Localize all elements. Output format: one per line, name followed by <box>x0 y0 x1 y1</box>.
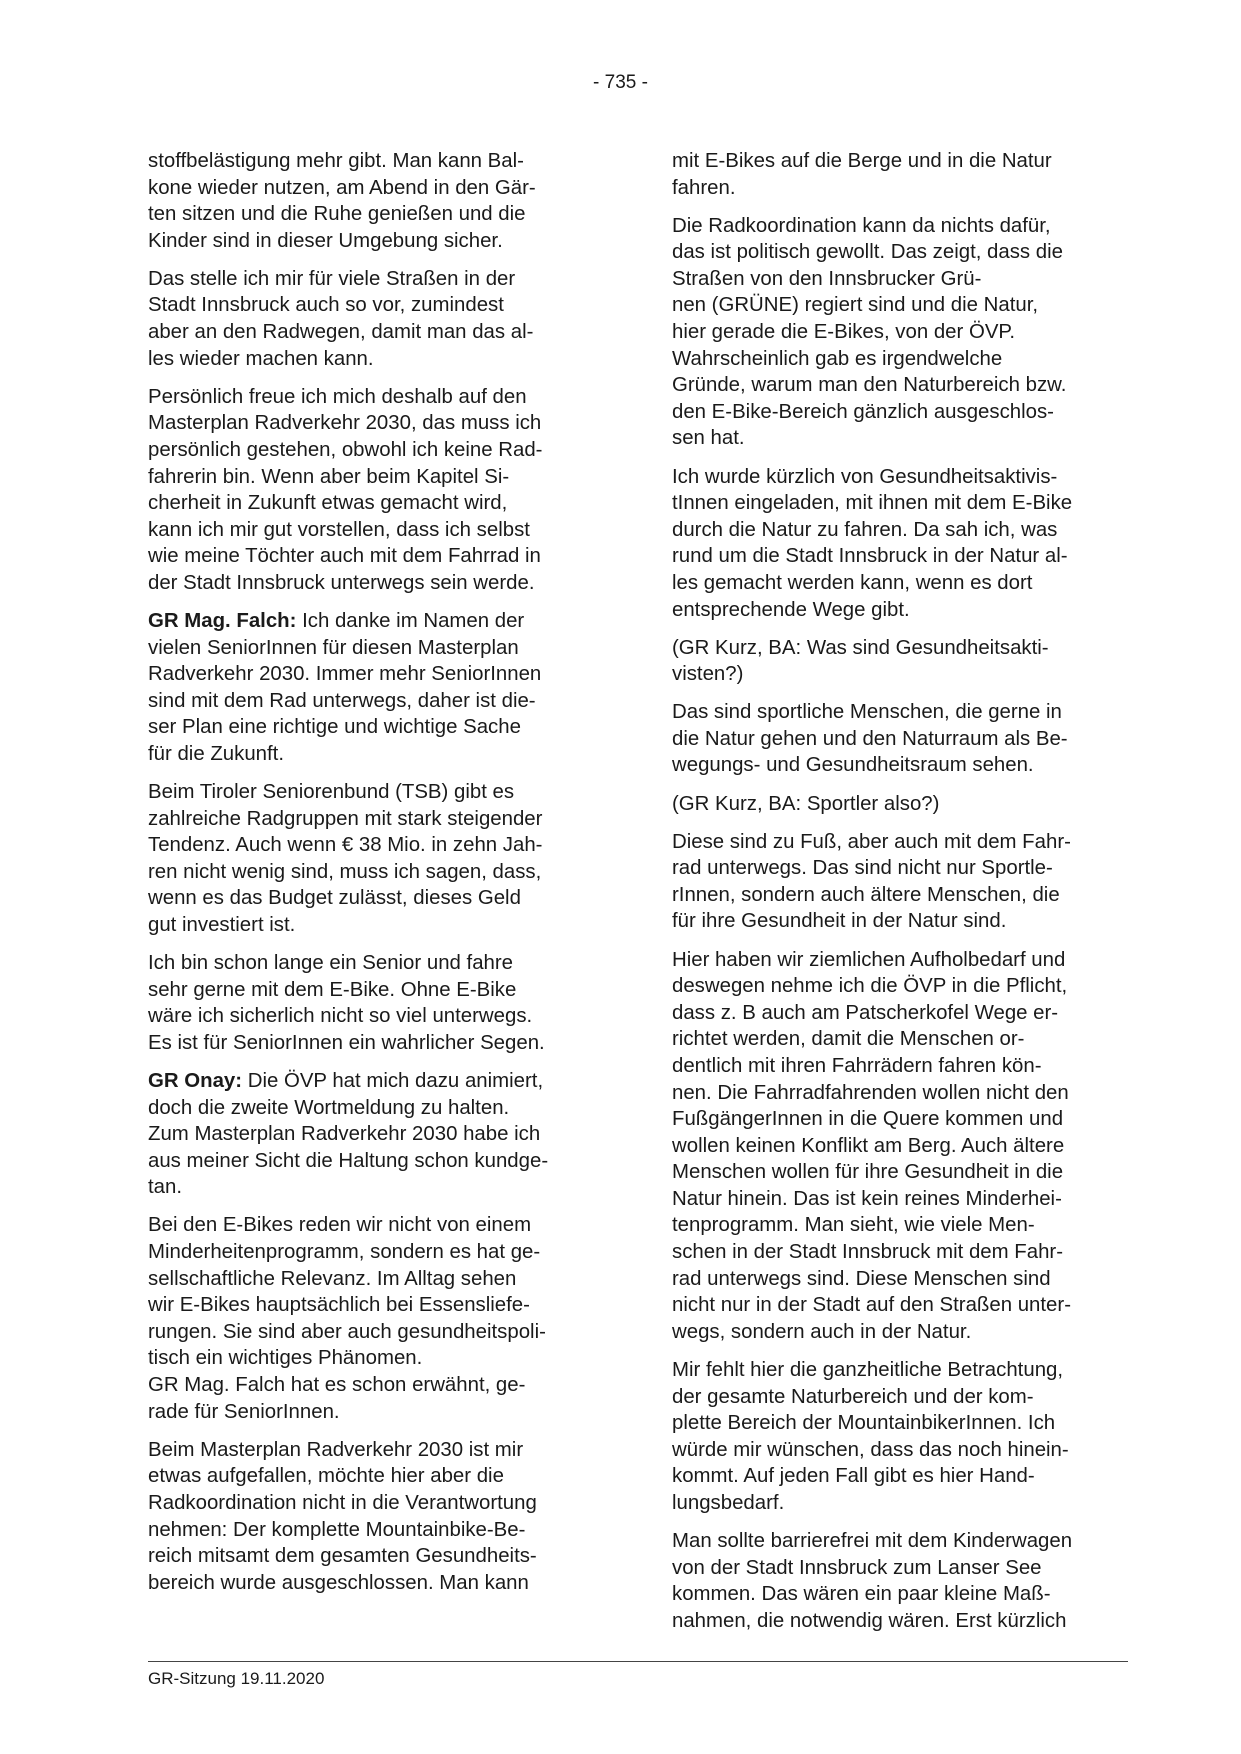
text-line: rungen. Sie sind aber auch gesundheitspoli- <box>148 1320 546 1343</box>
text-line: Masterplan Radverkehr 2030, das muss ich <box>148 412 542 435</box>
text-line: wie meine Töchter auch mit dem Fahrrad in <box>148 545 541 568</box>
paragraph <box>148 950 608 1056</box>
text-line: für ihre Gesundheit in der Natur sind. <box>672 910 1007 933</box>
left-column <box>148 148 608 1608</box>
text-line: wir E-Bikes hauptsächlich bei Essensliefe- <box>148 1294 530 1317</box>
text-line: rInnen, sondern auch ältere Menschen, die <box>672 883 1060 906</box>
text-line: wäre ich sicherlich nicht so viel unterwegs. <box>148 1005 533 1028</box>
paragraph <box>148 1437 608 1597</box>
text-line: Ich wurde kürzlich von Gesundheitsaktivis- <box>672 465 1058 488</box>
text-line: Wahrscheinlich gab es irgendwelche <box>672 347 1003 370</box>
text-line: durch die Natur zu fahren. Da sah ich, was <box>672 518 1058 541</box>
paragraph <box>672 1357 1134 1517</box>
paragraph <box>672 635 1134 688</box>
text-line: Mir fehlt hier die ganzheitliche Betrachtung, <box>672 1358 1064 1381</box>
text-line: wollen keinen Konflikt am Berg. Auch ältere <box>672 1134 1065 1157</box>
text-line: les wieder machen kann. <box>148 347 374 370</box>
text-line: ren nicht wenig sind, muss ich sagen, dass, <box>148 860 542 883</box>
text-line: dentlich mit ihren Fahrrädern fahren kön- <box>672 1054 1042 1077</box>
text-line: Stadt Innsbruck auch so vor, zumindest <box>148 294 504 317</box>
text-line: zahlreiche Radgruppen mit stark steigender <box>148 807 543 830</box>
text-line: plette Bereich der MountainbikerInnen. Ich <box>672 1412 1056 1435</box>
text-line: nen. Die Fahrradfahrenden wollen nicht den <box>672 1081 1069 1104</box>
text-line: aber an den Radwegen, damit man das al- <box>148 321 534 344</box>
speaker-name: GR Mag. Falch: <box>148 610 297 632</box>
text-line: Radverkehr 2030. Immer mehr SeniorInnen <box>148 663 542 686</box>
text-line: nicht nur in der Stadt auf den Straßen unter- <box>672 1294 1071 1317</box>
paragraph <box>672 829 1134 935</box>
paragraph <box>672 791 1134 818</box>
speech-text: Ich danke im Namen der <box>296 610 525 632</box>
text-line: tInnen eingeladen, mit ihnen mit dem E-Bike <box>672 492 1073 515</box>
text-line: schen in der Stadt Innsbruck mit dem Fahr- <box>672 1241 1063 1264</box>
text-line: (GR Kurz, BA: Was sind Gesundheitsakti- <box>672 636 1049 659</box>
right-column <box>672 148 1134 1646</box>
text-line: wenn es das Budget zulässt, dieses Geld <box>148 887 521 910</box>
text-line: FußgängerInnen in die Quere kommen und <box>672 1108 1064 1131</box>
text-line: Diese sind zu Fuß, aber auch mit dem Fahr- <box>672 830 1071 853</box>
text-line: Tendenz. Auch wenn € 38 Mio. in zehn Jah- <box>148 834 543 857</box>
text-line: rad unterwegs sind. Diese Menschen sind <box>672 1267 1051 1290</box>
text-line: ser Plan eine richtige und wichtige Sache <box>148 716 521 739</box>
text-line: sind mit dem Rad unterwegs, daher ist die- <box>148 689 536 712</box>
text-line: Bei den E-Bikes reden wir nicht von einem <box>148 1214 532 1237</box>
text-line: wegungs- und Gesundheitsraum sehen. <box>672 754 1034 777</box>
text-line: rund um die Stadt Innsbruck in der Natur al- <box>672 545 1068 568</box>
text-line: richtet werden, damit die Menschen or- <box>672 1028 1025 1051</box>
text-line: les gemacht werden kann, wenn es dort <box>672 571 1033 594</box>
text-line: kommt. Auf jeden Fall gibt es hier Hand- <box>672 1465 1035 1488</box>
footer-divider <box>148 1661 1128 1662</box>
text-line: wegs, sondern auch in der Natur. <box>672 1320 972 1343</box>
text-line: entsprechende Wege gibt. <box>672 598 910 621</box>
text-line: mit E-Bikes auf die Berge und in die Natur <box>672 150 1052 172</box>
paragraph <box>672 464 1134 624</box>
text-line: nehmen: Der komplette Mountainbike-Be- <box>148 1518 526 1541</box>
text-line: Natur hinein. Das ist kein reines Minderhei- <box>672 1187 1062 1210</box>
text-line: nahmen, die notwendig wären. Erst kürzlich <box>672 1609 1067 1632</box>
paragraph <box>672 1528 1134 1634</box>
text-line: Straßen von den Innsbrucker Grü- <box>672 267 982 290</box>
text-line: Die Radkoordination kann da nichts dafür, <box>672 214 1051 237</box>
speaker-name: GR Onay: <box>148 1070 243 1092</box>
text-line: die Natur gehen und den Naturraum als Be- <box>672 727 1068 750</box>
text-line <box>148 608 608 635</box>
text-line: GR Mag. Falch hat es schon erwähnt, ge- <box>148 1374 526 1397</box>
text-line: lungsbedarf. <box>672 1491 785 1514</box>
text-line: Persönlich freue ich mich deshalb auf den <box>148 385 527 408</box>
text-line: sehr gerne mit dem E-Bike. Ohne E-Bike <box>148 978 517 1001</box>
text-line: nen (GRÜNE) regiert sind und die Natur, <box>672 294 1039 317</box>
text-line: würde mir wünschen, dass das noch hinein- <box>672 1438 1069 1461</box>
text-line: der Stadt Innsbruck unterwegs sein werde. <box>148 571 535 594</box>
text-line: das ist politisch gewollt. Das zeigt, dass die <box>672 241 1064 264</box>
text-line: deswegen nehme ich die ÖVP in die Pflicht, <box>672 975 1068 998</box>
paragraph <box>672 699 1134 779</box>
text-line: Minderheitenprogramm, sondern es hat ge- <box>148 1241 541 1264</box>
text-line: Hier haben wir ziemlichen Aufholbedarf und <box>672 948 1066 971</box>
paragraph <box>148 1068 608 1201</box>
text-line: etwas aufgefallen, möchte hier aber die <box>148 1465 504 1488</box>
text-line: stoffbelästigung mehr gibt. Man kann Bal- <box>148 150 524 172</box>
text-line: visten?) <box>672 663 744 686</box>
text-line: dass z. B auch am Patscherkofel Wege er- <box>672 1001 1059 1024</box>
text-line: sen hat. <box>672 427 745 450</box>
text-line: ten sitzen und die Ruhe genießen und die <box>148 203 526 226</box>
text-line: rade für SeniorInnen. <box>148 1400 340 1423</box>
text-line: Man sollte barrierefrei mit dem Kinderwagen <box>672 1530 1073 1552</box>
paragraph <box>148 779 608 939</box>
text-line: fahrerin bin. Wenn aber beim Kapitel Si- <box>148 465 510 488</box>
text-line: hier gerade die E-Bikes, von der ÖVP. <box>672 321 1016 344</box>
text-line: kone wieder nutzen, am Abend in den Gär- <box>148 176 536 199</box>
text-line: Beim Masterplan Radverkehr 2030 ist mir <box>148 1438 524 1461</box>
paragraph <box>672 947 1134 1346</box>
page-number: - 735 - <box>593 72 648 93</box>
text-line: Es ist für SeniorInnen ein wahrlicher Segen. <box>148 1031 545 1054</box>
text-line: cherheit in Zukunft etwas gemacht wird, <box>148 492 508 515</box>
text-line: fahren. <box>672 176 736 199</box>
text-line: für die Zukunft. <box>148 742 285 765</box>
text-line: persönlich gestehen, obwohl ich keine Rad- <box>148 438 543 461</box>
text-line: Menschen wollen für ihre Gesundheit in die <box>672 1161 1064 1184</box>
paragraph <box>148 608 608 768</box>
text-line: Beim Tiroler Seniorenbund (TSB) gibt es <box>148 781 515 804</box>
paragraph <box>148 1212 608 1425</box>
text-line: tan. <box>148 1176 183 1199</box>
text-line: rad unterwegs. Das sind nicht nur Sportle- <box>672 857 1053 880</box>
text-line: gut investiert ist. <box>148 914 296 937</box>
text-line: sellschaftliche Relevanz. Im Alltag sehen <box>148 1267 517 1290</box>
text-line: vielen SeniorInnen für diesen Masterplan <box>148 636 519 659</box>
paragraph <box>148 266 608 372</box>
text-line: Ich bin schon lange ein Senior und fahre <box>148 952 514 975</box>
paragraph <box>148 384 608 597</box>
text-line: Radkoordination nicht in die Verantwortung <box>148 1491 537 1514</box>
text-line: reich mitsamt dem gesamten Gesundheits- <box>148 1545 537 1568</box>
text-line: Das stelle ich mir für viele Straßen in der <box>148 267 516 290</box>
text-line: den E-Bike-Bereich gänzlich ausgeschlos- <box>672 400 1054 423</box>
text-line: Zum Masterplan Radverkehr 2030 habe ich <box>148 1123 541 1146</box>
paragraph <box>672 148 1134 201</box>
paragraph <box>148 148 608 254</box>
text-line: kommen. Das wären ein paar kleine Maß- <box>672 1583 1051 1606</box>
text-line: Kinder sind in dieser Umgebung sicher. <box>148 229 503 252</box>
text-line: von der Stadt Innsbruck zum Lanser See <box>672 1556 1042 1579</box>
text-line: bereich wurde ausgeschlossen. Man kann <box>148 1571 529 1594</box>
text-line: kann ich mir gut vorstellen, dass ich selbst <box>148 518 530 541</box>
text-line: Gründe, warum man den Naturbereich bzw. <box>672 374 1067 397</box>
text-line: der gesamte Naturbereich und der kom- <box>672 1385 1034 1408</box>
speech-text: Die ÖVP hat mich dazu animiert, <box>242 1070 544 1092</box>
text-line: aus meiner Sicht die Haltung schon kundge- <box>148 1149 549 1172</box>
text-line: Das sind sportliche Menschen, die gerne in <box>672 701 1062 724</box>
text-line: tisch ein wichtiges Phänomen. <box>148 1347 423 1370</box>
text-line <box>148 1068 608 1095</box>
text-line: (GR Kurz, BA: Sportler also?) <box>672 792 940 815</box>
paragraph <box>672 213 1134 452</box>
footer-session-date: GR-Sitzung 19.11.2020 <box>148 1669 325 1688</box>
text-line: tenprogramm. Man sieht, wie viele Men- <box>672 1214 1035 1237</box>
text-line: doch die zweite Wortmeldung zu halten. <box>148 1096 510 1119</box>
